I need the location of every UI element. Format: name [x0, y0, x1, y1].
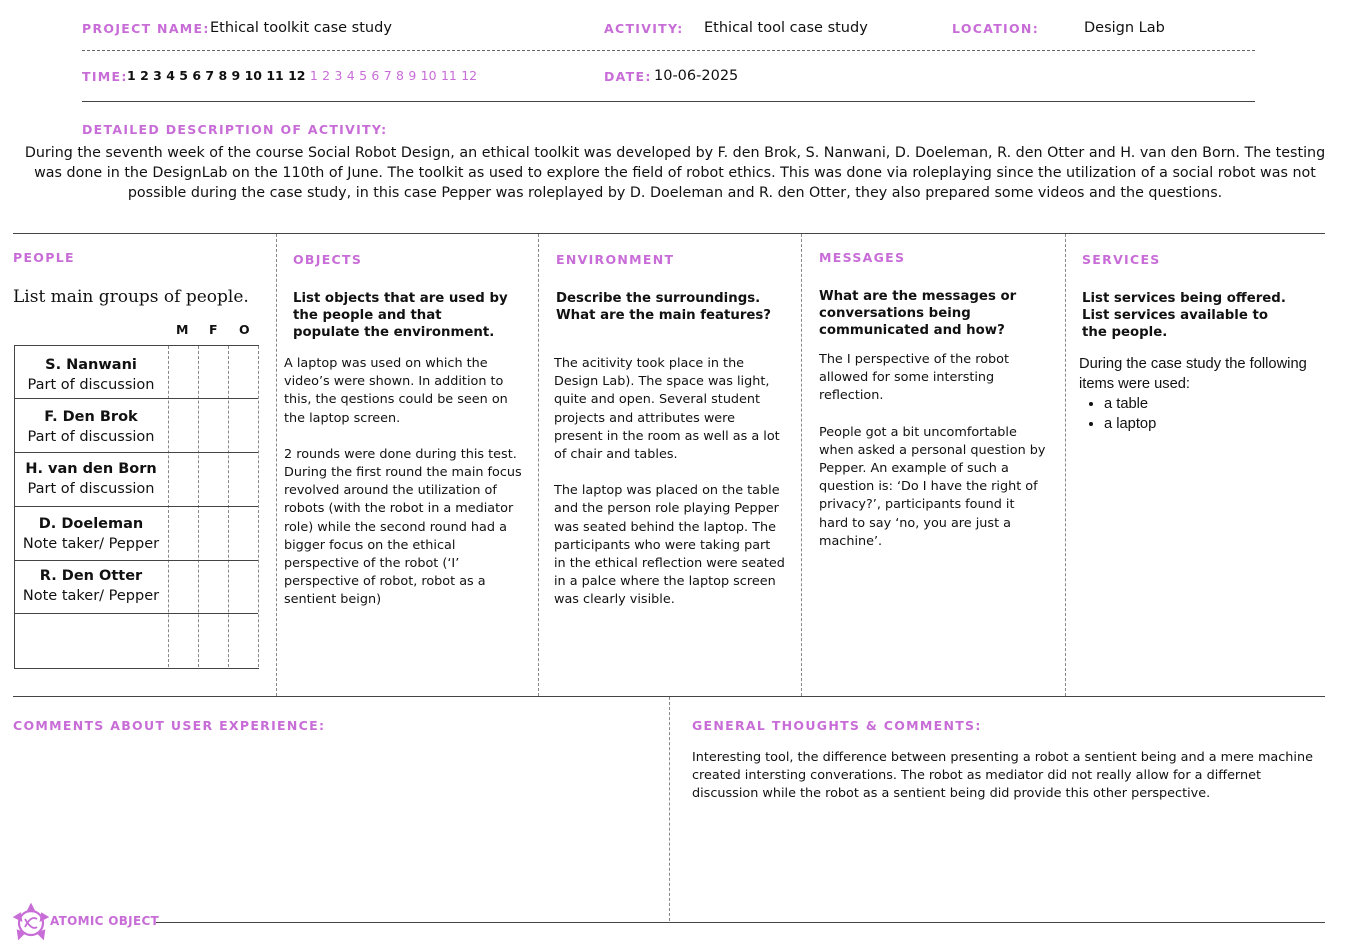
ux-comments-label: COMMENTS ABOUT USER EXPERIENCE:	[13, 718, 326, 733]
people-col-o: O	[239, 322, 250, 337]
objects-prompt-line: populate the environment.	[293, 325, 495, 340]
description-label: DETAILED DESCRIPTION OF ACTIVITY:	[82, 122, 388, 137]
objects-paragraph: A laptop was used on which the video’s were shown. In addition to this, the qestions could be seen on the laptop screen.	[284, 356, 508, 426]
time-am-9: 9	[231, 68, 241, 83]
services-prompt-line: List services available to	[1082, 308, 1269, 323]
person-role: Note taker/ Pepper	[22, 536, 160, 552]
services-body	[1079, 354, 1329, 434]
date-value: 10-06-2025	[654, 68, 739, 84]
environment-label: ENVIRONMENT	[556, 252, 675, 267]
people-table-divider-end	[258, 346, 259, 667]
table-row	[14, 507, 258, 559]
brand-name: ATOMIC OBJECT	[50, 914, 160, 928]
person-role: Part of discussion	[27, 429, 155, 445]
time-am-5: 5	[179, 68, 188, 83]
grid-top-divider	[13, 233, 1325, 234]
environment-body	[554, 355, 786, 610]
messages-paragraph: People got a bit uncomfortable when asked a personal question by Pepper. An example of such a question is: ‘Do I have the right of privacy?’, participants found it hard to say ‘no, you are just a machine’.	[819, 424, 1046, 549]
services-prompt	[1082, 290, 1322, 341]
time-pm-5: 5	[359, 68, 368, 83]
time-pm-9: 9	[408, 68, 417, 83]
time-am-1: 1	[127, 68, 136, 83]
column-divider-3	[801, 234, 802, 696]
table-row	[14, 399, 258, 451]
person-name: D. Doeleman	[38, 516, 144, 532]
general-comments-label: GENERAL THOUGHTS & COMMENTS:	[692, 718, 982, 733]
table-row	[14, 561, 258, 613]
list-item: • a table	[1104, 394, 1329, 414]
people-row-line	[14, 613, 258, 614]
time-am-7: 7	[205, 68, 215, 83]
person-role: Note taker/ Pepper	[22, 588, 160, 604]
objects-label: OBJECTS	[293, 252, 363, 267]
time-am-4: 4	[166, 68, 175, 83]
environment-prompt: Describe the surroundings. What are the main features?	[556, 291, 772, 323]
environment-paragraph: The acitivity took place in the Design Lab). The space was light, quite and open. Several student projects and attributes were present in the room as well as a lot of chair and tables.	[554, 356, 780, 463]
environment-paragraph: The laptop was placed on the table and the person role playing Pepper was seated behind the laptop. The participants who were taking part in the ethical reflection were seated in a palce where the laptop screen was clearly visible.	[554, 483, 785, 608]
header-solid-divider	[82, 101, 1255, 102]
activity-value: Ethical tool case study	[704, 20, 868, 36]
person-name: F. Den Brok	[44, 409, 138, 425]
people-prompt: List main groups of people.	[13, 287, 249, 307]
time-pm-1: 1	[309, 68, 318, 83]
objects-body	[284, 355, 530, 610]
location-label: LOCATION:	[952, 21, 1039, 36]
person-role: Part of discussion	[27, 481, 155, 497]
time-pm-7: 7	[383, 68, 392, 83]
person-name: H. van den Born	[25, 461, 157, 477]
column-divider-1	[276, 234, 277, 696]
time-label: TIME:	[82, 69, 128, 84]
people-col-f: F	[209, 322, 218, 337]
date-label: DATE:	[604, 69, 652, 84]
person-name: R. Den Otter	[39, 568, 143, 584]
description-text: During the seventh week of the course Social Robot Design, an ethical toolkit was developed by F. den Brok, S. Nanwani, D. Doeleman, R. den Otter and H. van den Born. The testing was done in the DesignLab on the 110th of June. The toolkit as used to explore the field of robot ethics. This was done via roleplaying since the utilization of a social robot was not possible during the case study, in this case Pepper was roleplayed by D. Doeleman and R. den Otter, they also prepared some videos and the questions.	[24, 145, 1326, 201]
time-pm-2: 2	[322, 68, 331, 83]
time-scale	[127, 68, 477, 83]
people-label: PEOPLE	[13, 250, 75, 265]
time-pm-8: 8	[396, 68, 404, 83]
list-item: • a laptop	[1104, 414, 1329, 434]
time-pm-3: 3	[334, 68, 343, 83]
general-comments-text: Interesting tool, the difference between presenting a robot a sentient being and a mere machine created intersting converations. The robot as mediator did not really allow for a differnet discussion while the robot as a sentient being did provide this other perspective.	[692, 750, 1313, 802]
person-role: Part of discussion	[27, 377, 155, 393]
footer-divider	[156, 922, 1325, 923]
header-dashed-divider	[82, 50, 1255, 51]
time-pm-4: 4	[346, 68, 355, 83]
messages-label: MESSAGES	[819, 250, 906, 265]
column-divider-2	[538, 234, 539, 696]
table-row	[14, 453, 258, 505]
person-name: S. Nanwani	[45, 357, 137, 373]
time-am-2: 2	[140, 68, 149, 83]
time-am-10: 10	[244, 68, 262, 83]
project-name-value: Ethical toolkit case study	[210, 20, 392, 36]
table-row	[14, 346, 258, 398]
messages-paragraph: The I perspective of the robot allowed for some intersting reflection.	[819, 352, 1010, 404]
time-am-3: 3	[153, 68, 162, 83]
messages-prompt: What are the messages or conversations being communicated and how?	[819, 289, 1017, 338]
activity-label: ACTIVITY:	[604, 21, 684, 36]
comments-divider	[669, 697, 670, 921]
messages-body	[819, 351, 1047, 551]
objects-paragraph: 2 rounds were done during this test. During the first round the main focus revolved around the utilization of robots (with the robot in a mediator role) while the second round had a bigger focus on the ethical perspective of the robot (‘I’ perspective of robot, robot as a sentient beign)	[284, 446, 522, 608]
location-value: Design Lab	[1084, 20, 1165, 36]
objects-prompt-line: List objects that are used by	[293, 291, 508, 306]
time-pm-6: 6	[371, 68, 380, 83]
atomic-logo-icon	[12, 903, 50, 943]
time-pm-12: 12	[461, 68, 478, 83]
services-label: SERVICES	[1082, 252, 1161, 267]
services-list	[1079, 394, 1329, 434]
services-prompt-line: List services being offered.	[1082, 291, 1286, 306]
time-pm-11: 11	[440, 68, 457, 83]
objects-prompt	[293, 290, 523, 341]
time-am-8: 8	[218, 68, 228, 83]
services-prompt-line: the people.	[1082, 325, 1168, 340]
time-am-6: 6	[192, 68, 202, 83]
time-am-12: 12	[288, 68, 306, 83]
objects-prompt-line: the people and that	[293, 308, 442, 323]
project-name-label: PROJECT NAME:	[82, 21, 210, 36]
time-pm-10: 10	[420, 68, 437, 83]
people-col-m: M	[176, 322, 189, 337]
time-am-11: 11	[266, 68, 284, 83]
services-intro: During the case study the following items were used:	[1079, 356, 1307, 392]
column-divider-4	[1065, 234, 1066, 696]
